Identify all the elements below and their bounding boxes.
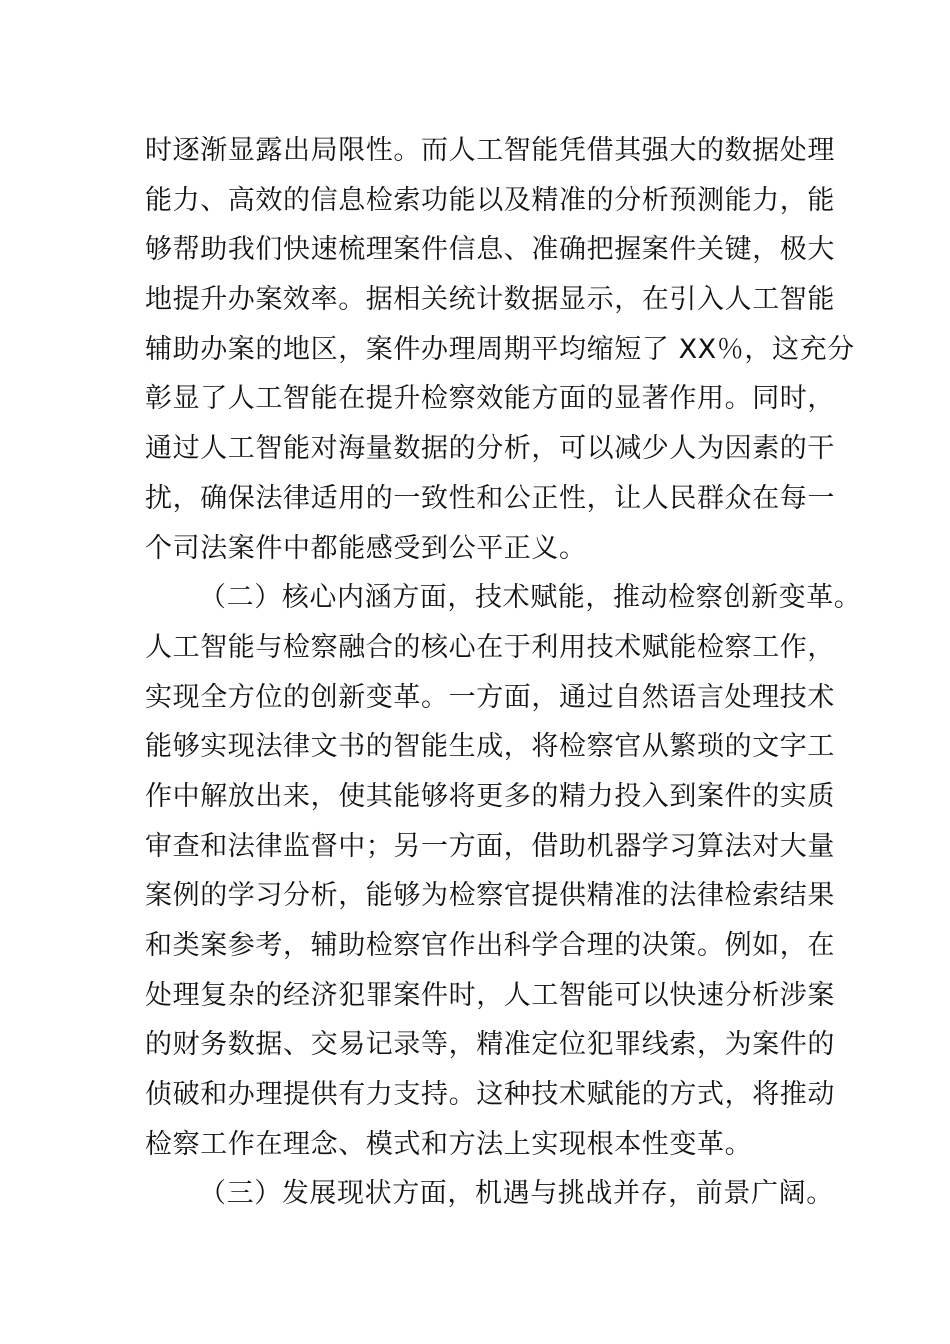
text-line: 的财务数据、交易记录等，精准定位犯罪线索，为案件的 [145, 1029, 835, 1061]
text-line: 案例的学习分析，能够为检察官提供精准的法律检索结果 [145, 880, 835, 912]
section-heading: （三）发展现状方面，机遇与挑战并存，前景广阔。 [199, 1178, 834, 1210]
text-line: 作中解放出来，使其能够将更多的精力投入到案件的实质 [145, 780, 835, 812]
text-line: 辅助办案的地区，案件办理周期平均缩短了 XX％，这充分 [145, 333, 855, 365]
text-line: 能够实现法律文书的智能生成，将检察官从繁琐的文字工 [145, 731, 835, 763]
text-line: 和类案参考，辅助检察官作出科学合理的决策。例如，在 [145, 930, 835, 961]
body-text [145, 126, 862, 1219]
text-line: 彰显了人工智能在提升检察效能方面的显著作用。同时， [145, 383, 835, 415]
text-line: 个司法案件中都能感受到公平正义。 [145, 532, 587, 564]
section-heading: （二）核心内涵方面，技术赋能，推动检察创新变革。 [199, 582, 862, 614]
text-line: 实现全方位的创新变革。一方面，通过自然语言处理技术 [145, 681, 835, 713]
text-line: 时逐渐显露出局限性。而人工智能凭借其强大的数据处理 [145, 135, 835, 166]
text-line: 审查和法律监督中；另一方面，借助机器学习算法对大量 [145, 830, 835, 862]
text-line: 能力、高效的信息检索功能以及精准的分析预测能力，能 [145, 184, 835, 216]
text-line: 扰，确保法律适用的一致性和公正性，让人民群众在每一 [145, 482, 835, 514]
text-line: 通过人工智能对海量数据的分析，可以减少人为因素的干 [145, 433, 835, 465]
text-line: 人工智能与检察融合的核心在于利用技术赋能检察工作， [145, 631, 835, 663]
text-line: 地提升办案效率。据相关统计数据显示，在引入人工智能 [145, 284, 835, 316]
text-line: 检察工作在理念、模式和方法上实现根本性变革。 [145, 1128, 753, 1160]
text-line: 侦破和办理提供有力支持。这种技术赋能的方式，将推动 [145, 1079, 835, 1111]
text-line: 够帮助我们快速梳理案件信息、准确把握案件关键，极大 [145, 234, 835, 266]
text-line: 处理复杂的经济犯罪案件时，人工智能可以快速分析涉案 [145, 979, 835, 1011]
